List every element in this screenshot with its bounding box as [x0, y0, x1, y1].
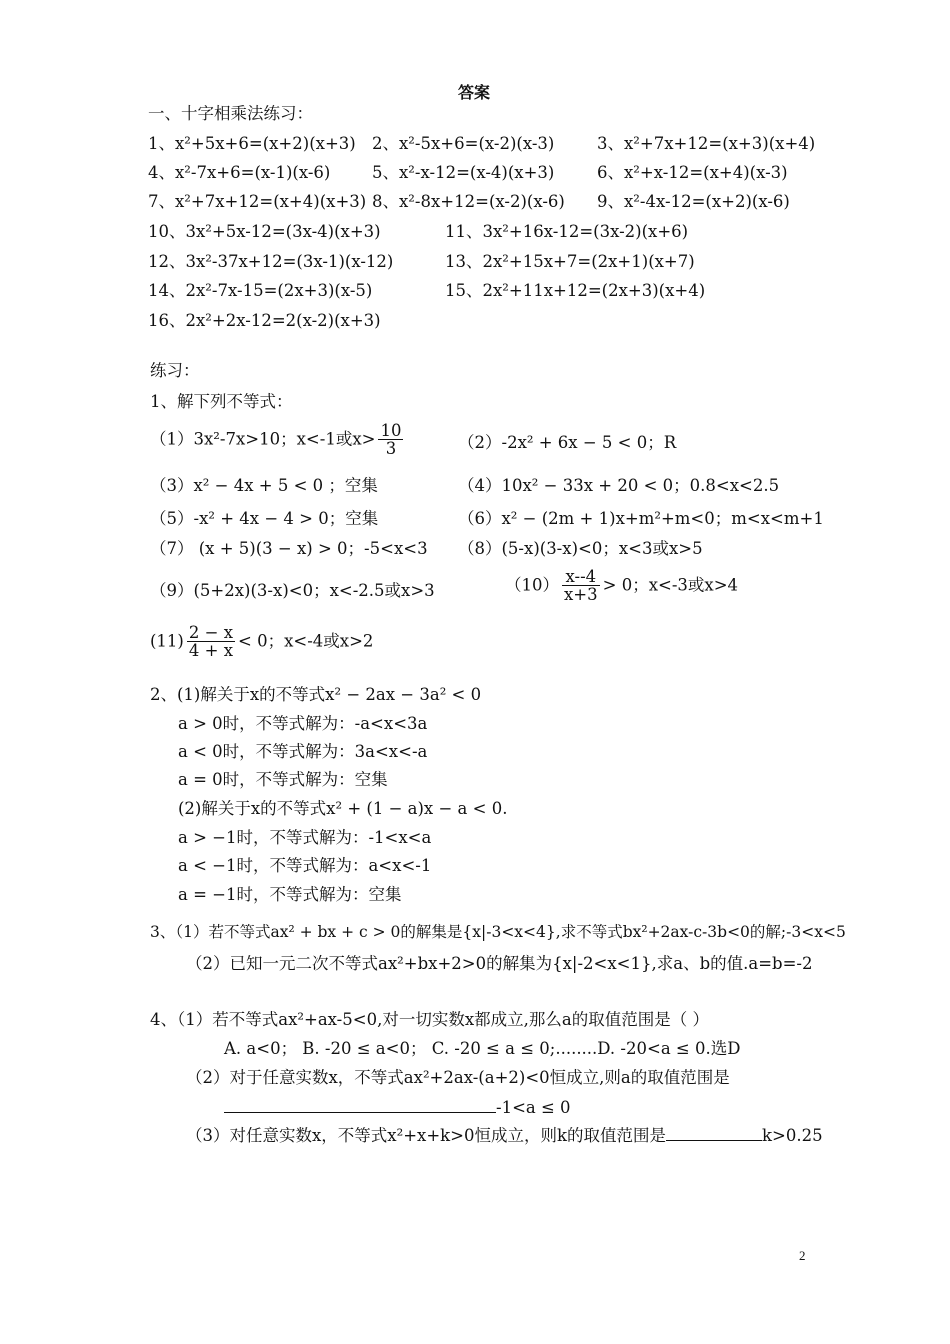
- answer-item: 4、x²-7x+6=(x-1)(x-6): [148, 163, 331, 182]
- answer-item: 5、x²-x-12=(x-4)(x+3): [372, 163, 555, 182]
- exercise-8: （8）(5-x)(3-x)<0；x<3或x>5: [458, 539, 703, 558]
- answer-item: 7、x²+7x+12=(x+4)(x+3): [148, 192, 367, 211]
- question-2a-case: a < 0时，不等式解为：3a<x<-a: [178, 742, 428, 761]
- exercise-9: （9）(5+2x)(3-x)<0；x<-2.5或x>3: [150, 581, 435, 600]
- exercise-11: [150, 624, 373, 660]
- exercise-10-answer: > 0；x<-3或x>4: [602, 575, 739, 595]
- question-4-part-2-answer: [224, 1096, 571, 1119]
- fraction: [378, 422, 403, 458]
- exercise-2: （2）-2x² + 6x − 5 < 0；R: [458, 433, 677, 452]
- fraction-denominator: x+3: [564, 585, 598, 605]
- question-4-part-1: 4、（1）若不等式ax²+ax-5<0,对一切实数x都成立,那么a的取值范围是（ ）: [150, 1010, 709, 1029]
- exercise-11-answer: < 0；x<-4或x>2: [238, 631, 374, 651]
- answer-blank: [666, 1124, 762, 1141]
- exercise-3: （3）x² − 4x + 5 < 0 ；空集: [150, 476, 378, 495]
- answer-item: 1、x²+5x+6=(x+2)(x+3): [148, 134, 356, 153]
- question-2b-case: a < −1时，不等式解为：a<x<-1: [178, 856, 432, 875]
- question-1-heading: 1、解下列不等式：: [150, 392, 293, 411]
- fraction-numerator: 10: [380, 421, 402, 440]
- exercise-6: （6）x² − (2m + 1)x+m²+m<0；m<x<m+1: [458, 509, 824, 528]
- fraction-numerator: 2 − x: [188, 623, 233, 642]
- exercise-7: （7） (x + 5)(3 − x) > 0；-5<x<3: [150, 539, 428, 558]
- answer-item: 11、3x²+16x-12=(3x-2)(x+6): [445, 222, 689, 241]
- answer-blank: [224, 1096, 496, 1113]
- exercise-10-label: （10）: [505, 575, 559, 595]
- answer-item: 8、x²-8x+12=(x-2)(x-6): [372, 192, 565, 211]
- question-4-choices: A. a<0； B. -20 ≤ a<0； C. -20 ≤ a ≤ 0;........D. -20<a ≤ 0.选D: [224, 1039, 741, 1058]
- fraction: [187, 624, 235, 660]
- answer-item: 3、x²+7x+12=(x+3)(x+4): [597, 134, 816, 153]
- answer-item: 15、2x²+11x+12=(2x+3)(x+4): [445, 281, 706, 300]
- question-text: （3）对任意实数x，不等式x²+x+k>0恒成立，则k的取值范围是: [186, 1126, 666, 1145]
- question-2a-heading: 2、(1)解关于x的不等式x² − 2ax − 3a² < 0: [150, 685, 482, 704]
- question-4-part-3: [186, 1124, 823, 1147]
- question-3-part-2: （2）已知一元二次不等式ax²+bx+2>0的解集为{x|-2<x<1},求a、b的值.a=b=-2: [186, 954, 813, 973]
- answer-text: -1<a ≤ 0: [496, 1098, 571, 1117]
- question-2b-case: a > −1时，不等式解为：-1<x<a: [178, 828, 432, 847]
- exercise-10: [505, 568, 738, 604]
- exercise-1: [150, 422, 406, 458]
- question-3-part-1: 3、（1）若不等式ax² + bx + c > 0的解集是{x|-3<x<4},求不等式bx²+2ax-c-3b<0的解;-3<x<5: [150, 923, 846, 941]
- exercise-4: （4）10x² − 33x + 20 < 0；0.8<x<2.5: [458, 476, 780, 495]
- exercise-1-text: （1）3x²-7x>10；x<-1或x>: [150, 429, 376, 449]
- answer-item: 14、2x²-7x-15=(2x+3)(x-5): [148, 281, 373, 300]
- page-title: 答案: [458, 83, 491, 102]
- question-2a-case: a = 0时，不等式解为：空集: [178, 770, 388, 789]
- answer-item: 13、2x²+15x+7=(2x+1)(x+7): [445, 252, 695, 271]
- answer-item: 12、3x²-37x+12=(3x-1)(x-12): [148, 252, 394, 271]
- answer-item: 16、2x²+2x-12=2(x-2)(x+3): [148, 311, 381, 330]
- answer-item: 6、x²+x-12=(x+4)(x-3): [597, 163, 788, 182]
- question-2b-case: a = −1时，不等式解为：空集: [178, 885, 402, 904]
- fraction-denominator: 3: [385, 439, 397, 459]
- exercise-11-label: (11): [150, 631, 184, 651]
- question-4-part-2: （2）对于任意实数x，不等式ax²+2ax-(a+2)<0恒成立,则a的取值范围是: [186, 1068, 730, 1087]
- fraction-numerator: x--4: [562, 568, 600, 586]
- section-2-heading: 练习：: [150, 361, 200, 380]
- answer-item: 2、x²-5x+6=(x-2)(x-3): [372, 134, 555, 153]
- exercise-5: （5）-x² + 4x − 4 > 0；空集: [150, 509, 379, 528]
- page-number: 2: [799, 1248, 806, 1263]
- question-2a-case: a > 0时，不等式解为：-a<x<3a: [178, 714, 428, 733]
- fraction-denominator: 4 + x: [188, 641, 233, 661]
- question-2b-heading: (2)解关于x的不等式x² + (1 − a)x − a < 0.: [178, 799, 508, 818]
- fraction: [562, 568, 600, 604]
- answer-item: 10、3x²+5x-12=(3x-4)(x+3): [148, 222, 381, 241]
- answer-item: 9、x²-4x-12=(x+2)(x-6): [597, 192, 790, 211]
- section-1-heading: 一、十字相乘法练习：: [148, 104, 313, 123]
- answer-text: k>0.25: [762, 1126, 823, 1145]
